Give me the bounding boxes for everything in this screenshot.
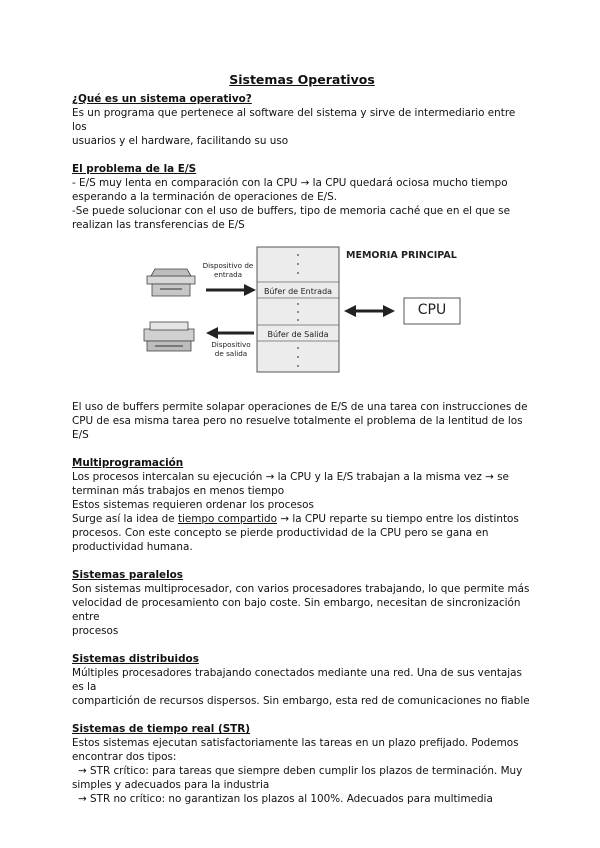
output-device-label: Dispositivo de salida bbox=[211, 340, 251, 358]
input-arrow bbox=[206, 284, 256, 296]
text-line: El uso de buffers permite solapar operaciones de E/S de una tarea con instrucciones de bbox=[72, 401, 528, 413]
text-line: Múltiples procesadores trabajando conectados mediante una red. Una de sus ventajas es la bbox=[72, 667, 522, 693]
text-line: productividad humana. bbox=[72, 541, 193, 553]
memory-cpu-arrow bbox=[344, 305, 395, 317]
input-buffer-label: Búfer de Entrada bbox=[263, 287, 333, 296]
memory-title: MEMORIA PRINCIPAL bbox=[346, 250, 457, 261]
heading-distribuidos: Sistemas distribuidos bbox=[72, 653, 199, 665]
diagram-graphic bbox=[72, 242, 532, 382]
heading-que-es: ¿Qué es un sistema operativo? bbox=[72, 93, 252, 105]
text-fragment: → la CPU reparte su tiempo entre los distintos bbox=[277, 513, 519, 525]
buffer-diagram bbox=[72, 242, 532, 382]
text-line: compartición de recursos dispersos. Sin embargo, esta red de comunicaciones no fiable bbox=[72, 695, 530, 707]
text-fragment: Surge así la idea de bbox=[72, 513, 178, 525]
text-line bbox=[72, 512, 532, 526]
text-line: procesos bbox=[72, 625, 119, 637]
text-line: encontrar dos tipos: bbox=[72, 751, 177, 763]
heading-multiprogramacion: Multiprogramación bbox=[72, 457, 184, 469]
output-arrow bbox=[206, 327, 254, 339]
text-line: usuarios y el hardware, facilitando su uso bbox=[72, 135, 289, 147]
text-line: realizan las transferencias de E/S bbox=[72, 219, 245, 231]
output-device-icon bbox=[144, 322, 194, 351]
input-device-icon bbox=[147, 269, 195, 296]
input-device-label: Dispositivo de entrada bbox=[202, 261, 254, 279]
text-line: velocidad de procesamiento con bajo coste. Sin embargo, necesitan de sincronización entre bbox=[72, 597, 521, 623]
text-line: CPU de esa misma tarea pero no resuelve totalmente el problema de la lentitud de los E/S bbox=[72, 415, 523, 441]
text-line: Son sistemas multiprocesador, con varios procesadores trabajando, lo que permite más bbox=[72, 583, 530, 595]
document-page bbox=[72, 72, 532, 806]
output-buffer-label: Búfer de Salida bbox=[267, 330, 329, 339]
memory-block bbox=[257, 247, 339, 372]
text-line: Estos sistemas ejecutan satisfactoriamente las tareas en un plazo prefijado. Podemos bbox=[72, 737, 519, 749]
text-line: simples y adecuados para la industria bbox=[72, 779, 270, 791]
text-line: Estos sistemas requieren ordenar los procesos bbox=[72, 499, 314, 511]
text-line: terminan más trabajos en menos tiempo bbox=[72, 485, 285, 497]
heading-problema: El problema de la E/S bbox=[72, 163, 197, 175]
heading-paralelos: Sistemas paralelos bbox=[72, 569, 183, 581]
text-line: procesos. Con este concepto se pierde productividad de la CPU pero se gana en bbox=[72, 527, 489, 539]
list-item: → STR no crítico: no garantizan los plazos al 100%. Adecuados para multimedia bbox=[78, 793, 493, 805]
tiempo-compartido-term: tiempo compartido bbox=[177, 513, 278, 525]
cpu-label: CPU bbox=[417, 302, 447, 318]
list-item: → STR crítico: para tareas que siempre deben cumplir los plazos de terminación. Muy bbox=[78, 765, 523, 777]
heading-str: Sistemas de tiempo real (STR) bbox=[72, 723, 251, 735]
text-line: -Se puede solucionar con el uso de buffers, tipo de memoria caché que en el que se bbox=[72, 205, 510, 217]
text-line: esperando a la terminación de operaciones de E/S. bbox=[72, 191, 338, 203]
text-line: - E/S muy lenta en comparación con la CPU → la CPU quedará ociosa mucho tiempo bbox=[72, 177, 508, 189]
text-line: Los procesos intercalan su ejecución → la CPU y la E/S trabajan a la misma vez → se bbox=[72, 471, 509, 483]
page-title: Sistemas Operativos bbox=[229, 72, 375, 87]
text-line: Es un programa que pertenece al software del sistema y sirve de intermediario entre los bbox=[72, 107, 516, 133]
